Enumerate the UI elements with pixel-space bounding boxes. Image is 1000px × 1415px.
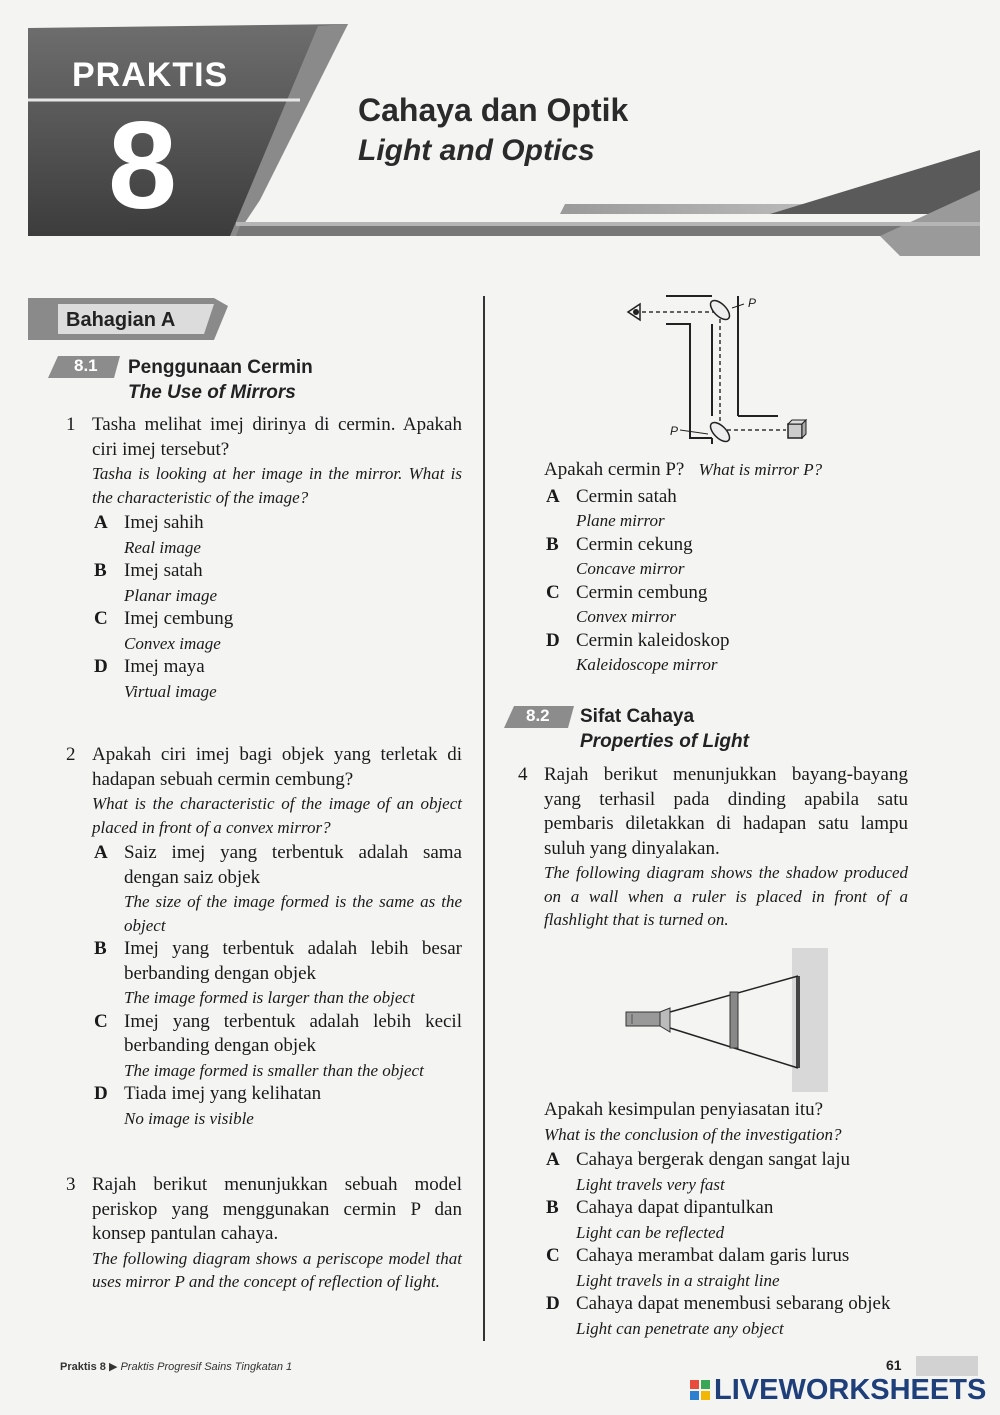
section-number-8-1: 8.1 — [74, 356, 98, 375]
option-c[interactable]: C Cahaya merambat dalam garis lurus Light travels in a straight line — [546, 1245, 850, 1290]
footer-book-info — [60, 1360, 292, 1373]
praktis-number: 8 — [108, 97, 177, 235]
option-b[interactable]: B Cahaya dapat dipantulkan Light can be reflected — [546, 1197, 774, 1242]
footer-book-title: Praktis Progresif Sains Tingkatan 1 — [120, 1361, 293, 1373]
option-b[interactable]: B Imej satah Planar image — [94, 560, 218, 605]
question-4-prompt-ms: Apakah kesimpulan penyiasatan itu? — [544, 1099, 824, 1120]
question-stem-ms: Apakah ciri imej bagi objek yang terletak di hadapan sebuah cermin cembung? — [92, 744, 462, 790]
question-3-prompt: Apakah cermin P? What is mirror P? — [544, 459, 823, 480]
option-a[interactable]: A Imej sahih Real image — [94, 512, 204, 557]
question-number: 4 — [518, 764, 528, 785]
option-d[interactable]: D Imej maya Virtual image — [94, 656, 217, 701]
option-a[interactable]: A Cahaya bergerak dengan sangat laju Light travels very fast — [546, 1149, 850, 1194]
question-number: 3 — [66, 1174, 76, 1195]
periscope-diagram — [620, 288, 820, 458]
option-b[interactable]: B Cermin cekung Concave mirror — [546, 533, 693, 578]
arrow-right-icon: ▶ — [108, 1361, 118, 1373]
question-stem-en: Tasha is looking at her image in the mirror. What is the characteristic of the image? — [92, 464, 462, 507]
section-number-8-2: 8.2 — [526, 706, 550, 725]
question-stem-en: What is the characteristic of the image of an object placed in front of a convex mirror? — [92, 794, 462, 837]
section-title-ms-8-2: Sifat Cahaya — [580, 706, 695, 727]
page-number: 61 — [886, 1357, 902, 1373]
section-title-en-8-1: The Use of Mirrors — [128, 382, 296, 403]
question-stem-en: The following diagram shows the shadow produced on a wall when a ruler is placed in front of a flashlight that is turned on. — [544, 863, 908, 929]
question-stem-ms: Tasha melihat imej dirinya di cermin. Apakah ciri imej tersebut? — [92, 414, 462, 460]
question-1 — [66, 413, 462, 703]
question-4-options — [518, 1098, 908, 1340]
liveworksheets-brand[interactable]: LIVEWORKSHEETS — [714, 1374, 987, 1406]
liveworksheets-logo-icon — [690, 1380, 710, 1400]
footer-praktis: Praktis 8 — [60, 1361, 106, 1373]
question-stem-ms: Rajah berikut menunjukkan sebuah model periskop yang menggunakan cermin P dan konsep pantulan cahaya. — [92, 1174, 462, 1244]
chapter-title-ms: Cahaya dan Optik — [358, 92, 629, 128]
mirror-p-label-top: P — [748, 296, 757, 310]
flashlight-diagram — [620, 946, 830, 1094]
question-3 — [66, 1173, 462, 1294]
praktis-label: PRAKTIS — [72, 56, 229, 94]
question-number: 1 — [66, 414, 76, 435]
option-c[interactable]: C Cermin cembung Convex mirror — [546, 581, 708, 626]
option-a[interactable]: A Cermin satah Plane mirror — [546, 485, 677, 530]
column-divider — [483, 296, 485, 1341]
question-stem-ms: Rajah berikut menunjukkan bayang-bayang yang terhasil pada dinding apabila satu pembaris diletakkan di hadapan satu lampu suluh yang dinyalakan. — [544, 764, 908, 859]
question-4-prompt-en: What is the conclusion of the investigation? — [544, 1124, 842, 1144]
bahagian-label: Bahagian A — [66, 309, 176, 331]
option-b[interactable]: B Imej yang terbentuk adalah lebih besar berbanding dengan objek The image formed is larger than the object — [94, 938, 462, 1007]
option-d[interactable]: D Tiada imej yang kelihatan No image is visible — [94, 1083, 322, 1128]
option-d[interactable]: D Cahaya dapat menembusi sebarang objek Light can penetrate any object — [546, 1293, 891, 1338]
chapter-title-en: Light and Optics — [358, 134, 595, 167]
question-3-options — [518, 458, 910, 677]
section-title-en-8-2: Properties of Light — [580, 731, 749, 752]
mirror-p-label-bottom: P — [670, 424, 679, 438]
option-a[interactable]: A Saiz imej yang terbentuk adalah sama dengan saiz objek The size of the image formed is the same as the object — [94, 842, 462, 935]
page-tab-decoration — [916, 1356, 978, 1376]
question-stem-en: The following diagram shows a periscope model that uses mirror P and the concept of reflection of light. — [92, 1248, 462, 1291]
option-c[interactable]: C Imej cembung Convex image — [94, 608, 234, 653]
option-d[interactable]: D Cermin kaleidoskop Kaleidoscope mirror — [546, 629, 730, 674]
question-number: 2 — [66, 744, 76, 765]
question-4 — [518, 763, 908, 932]
section-title-ms-8-1: Penggunaan Cermin — [128, 357, 313, 378]
option-c[interactable]: C Imej yang terbentuk adalah lebih kecil berbanding dengan objek The image formed is smaller than the object — [94, 1010, 462, 1080]
question-2 — [66, 743, 462, 1130]
